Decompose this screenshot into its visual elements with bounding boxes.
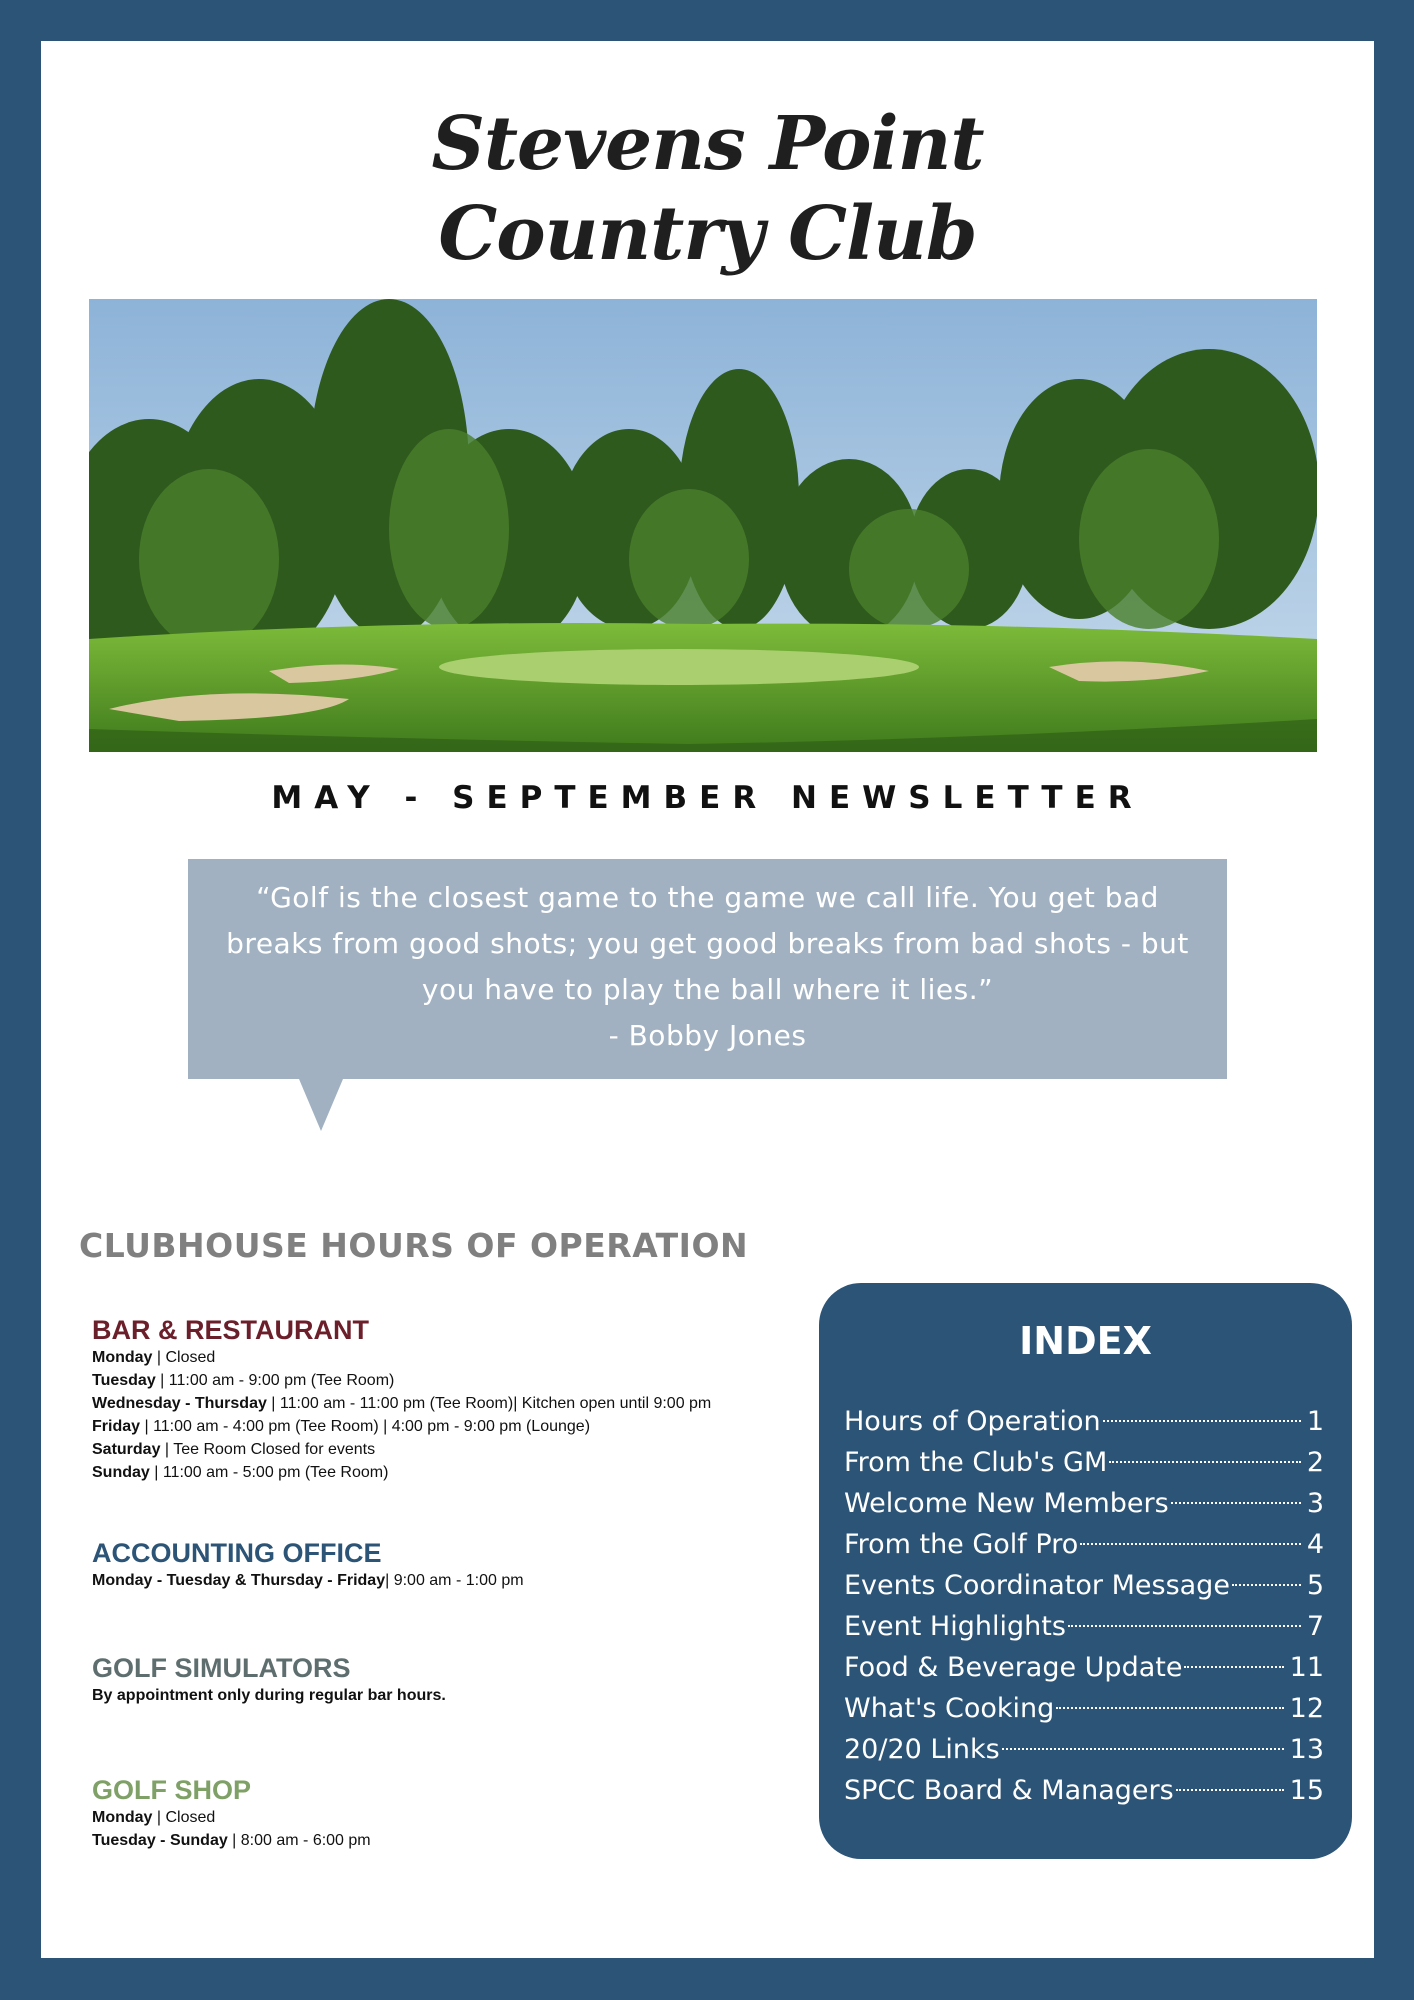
index-item-page: 5 [1306,1570,1324,1601]
index-item[interactable] [844,1770,1324,1811]
bar-restaurant-section [92,1315,711,1484]
day-label: Monday - Tuesday & Thursday - Friday [92,1572,386,1589]
index-item-label: From the Club's GM [844,1447,1108,1478]
hours-row [92,1346,711,1369]
day-label: Friday [92,1418,141,1435]
hours-row [92,1569,524,1592]
hours-row [92,1829,371,1852]
index-item[interactable] [844,1401,1324,1442]
index-item-page: 3 [1306,1488,1324,1519]
index-item-label: 20/20 Links [844,1734,1000,1765]
index-item-page: 4 [1306,1529,1324,1560]
golf-shop-section [92,1775,371,1852]
hours-row [92,1369,711,1392]
index-item-page: 1 [1306,1406,1324,1437]
index-item-page: 7 [1306,1611,1324,1642]
hours-value: | 9:00 am - 1:00 pm [385,1572,524,1589]
hours-row [92,1415,711,1438]
index-item-label: Hours of Operation [844,1406,1101,1437]
golf-shop-title: GOLF SHOP [92,1775,252,1805]
hours-value: | Closed [152,1809,216,1826]
hours-heading: CLUBHOUSE HOURS OF OPERATION [79,1226,749,1265]
day-label: Wednesday - Thursday [92,1395,267,1412]
index-item[interactable] [844,1483,1324,1524]
index-item-label: From the Golf Pro [844,1529,1079,1560]
day-label: Monday [92,1809,153,1826]
index-item[interactable] [844,1442,1324,1483]
index-item-page: 11 [1289,1652,1324,1683]
quote-line-1: “Golf is the closest game to the game we call life. You get bad [256,881,1159,914]
index-item-page: 13 [1289,1734,1324,1765]
hours-value: | 8:00 am - 6:00 pm [227,1832,371,1849]
day-label: Tuesday - Sunday [92,1832,228,1849]
hours-value: | Closed [152,1349,216,1366]
hero-photo [89,299,1317,752]
index-item-label: Food & Beverage Update [844,1652,1183,1683]
club-logo [41,61,1374,291]
quote-callout-tail [299,1079,343,1131]
dot-leader [1184,1666,1283,1668]
hours-row [92,1806,371,1829]
accounting-title: ACCOUNTING OFFICE [92,1538,382,1568]
index-item[interactable] [844,1565,1324,1606]
hours-value: | 11:00 am - 5:00 pm (Tee Room) [149,1464,389,1481]
index-item[interactable] [844,1524,1324,1565]
quote-line-3: you have to play the ball where it lies.” [421,973,994,1006]
logo-line-2: Country Club [438,191,977,277]
index-item-page: 12 [1289,1693,1324,1724]
accounting-section [92,1538,524,1592]
dot-leader [1176,1789,1284,1791]
dot-leader [1068,1625,1301,1627]
newsletter-page [41,41,1374,1958]
hours-row [92,1392,711,1415]
golf-simulators-section [92,1653,446,1707]
quote-callout [188,859,1227,1079]
index-item-page: 2 [1306,1447,1324,1478]
day-label: Sunday [92,1464,150,1481]
hours-value: | 11:00 am - 9:00 pm (Tee Room) [155,1372,395,1389]
dot-leader [1056,1707,1283,1709]
newsletter-title: MAY - SEPTEMBER NEWSLETTER [271,780,1144,816]
quote-line-2: breaks from good shots; you get good breaks from bad shots - but [226,927,1189,960]
dot-leader [1002,1748,1284,1750]
logo-line-1: Stevens Point [431,101,984,187]
index-item[interactable] [844,1729,1324,1770]
hours-value: | 11:00 am - 11:00 pm (Tee Room)| Kitchen open until 9:00 pm [266,1395,712,1412]
day-label: Tuesday [92,1372,156,1389]
dot-leader [1232,1584,1301,1586]
dot-leader [1171,1502,1301,1504]
index-item[interactable] [844,1688,1324,1729]
dot-leader [1103,1420,1301,1422]
hours-row [92,1438,711,1461]
quote-author: - Bobby Jones [608,1019,807,1052]
simulators-note: By appointment only during regular bar hours. [92,1687,446,1704]
index-item-label: Events Coordinator Message [844,1570,1230,1601]
golf-simulators-title: GOLF SIMULATORS [92,1653,351,1683]
index-title: INDEX [1019,1319,1152,1363]
dot-leader [1109,1461,1301,1463]
index-list [844,1401,1324,1811]
bar-restaurant-title: BAR & RESTAURANT [92,1315,369,1345]
index-item-label: Welcome New Members [844,1488,1169,1519]
day-label: Monday [92,1349,153,1366]
hours-value: | 11:00 am - 4:00 pm (Tee Room) | 4:00 pm - 9:00 pm (Lounge) [140,1418,591,1435]
dot-leader [1080,1543,1301,1545]
index-card [819,1283,1352,1859]
hours-value: | Tee Room Closed for events [160,1441,376,1458]
index-item-page: 15 [1289,1775,1324,1806]
index-item[interactable] [844,1647,1324,1688]
index-item[interactable] [844,1606,1324,1647]
index-item-label: Event Highlights [844,1611,1066,1642]
index-item-label: What's Cooking [844,1693,1055,1724]
index-item-label: SPCC Board & Managers [844,1775,1174,1806]
day-label: Saturday [92,1441,161,1458]
hours-row [92,1461,711,1484]
